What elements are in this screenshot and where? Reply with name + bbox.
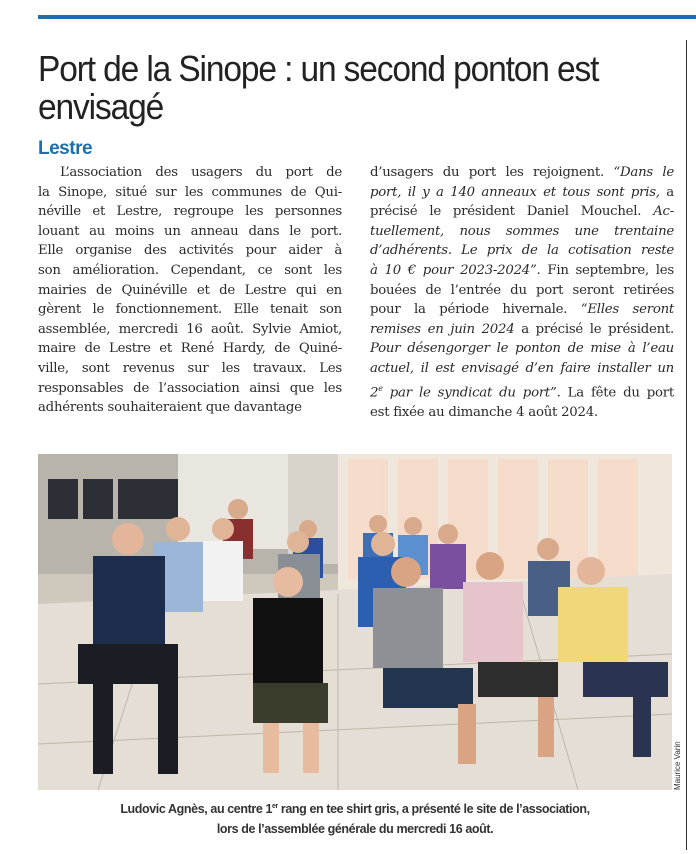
body-text: Elle organise des activités pour aider à: [38, 243, 342, 259]
body-text: bouées de l’entrée du port seront retirées: [370, 282, 674, 298]
quoted-text: e: [378, 383, 383, 393]
body-text: pour la période hivernale.: [370, 302, 581, 318]
body-text-line: [38, 379, 342, 399]
body-text-line: [38, 398, 342, 418]
caption-text-end: rang en tee shirt gris, a présenté le site de l’association,: [277, 802, 590, 817]
body-text-line: [370, 359, 674, 379]
quoted-text: Ac-: [653, 204, 674, 220]
body-text: . La fête du port: [556, 384, 674, 400]
article-headline: Port de la Sinope : un second ponton est envisagé: [38, 48, 599, 128]
article-location-kicker: Lestre: [38, 138, 93, 159]
body-text: ville, sont revenus sur les travaux. Les: [38, 360, 342, 376]
caption-text-start: Ludovic Agnès, au centre 1: [120, 802, 272, 817]
quoted-text: 2: [370, 384, 379, 400]
article-photo: [38, 454, 672, 790]
body-text-line: [38, 241, 342, 261]
body-text-line: [38, 300, 342, 320]
assembly-photo-illustration: [38, 454, 672, 790]
body-text-line: [38, 222, 342, 242]
body-text-line: [38, 183, 342, 203]
body-text-line: [38, 261, 342, 281]
article-body-left-column: [38, 163, 342, 418]
body-text: la Sinope, situé sur les communes de Qui-: [38, 184, 342, 200]
body-text-line: [38, 320, 342, 340]
body-text-line: [370, 281, 674, 301]
article-body-right-column: [370, 163, 674, 422]
body-text: maire de Lestre et René Hardy, de Quiné-: [38, 341, 342, 357]
quoted-text: remises en juin 2024: [370, 321, 515, 337]
quoted-text: Pour désengorger le ponton de mise à l’eau: [370, 341, 674, 357]
body-text: louant au moins un anneau dans le port.: [38, 223, 342, 239]
body-text-line: [370, 163, 674, 183]
quoted-text: “Dans le: [613, 165, 675, 180]
body-text-line: [38, 202, 342, 222]
body-text: d’usagers du port les rejoignent.: [370, 165, 614, 180]
body-text-line: [38, 281, 342, 301]
body-text: adhérents souhaiteraient que davantage: [38, 400, 302, 416]
body-text: est fixée au dimanche 4 août 2024.: [370, 404, 598, 420]
quoted-text: actuel, il est envisagé d’en faire installer un: [370, 360, 674, 376]
body-text-line: [38, 163, 342, 183]
body-text-line: [370, 222, 674, 242]
body-text: précisé le président Daniel Mouchel.: [370, 204, 654, 220]
body-text-line: [370, 241, 674, 261]
photo-caption: [38, 797, 672, 839]
body-text-line: [370, 339, 674, 359]
body-text: a: [659, 184, 674, 200]
body-text: son amélioration. Cependant, ce sont les: [38, 262, 342, 278]
body-text-line: [370, 403, 674, 423]
body-text: gèrent le fonctionnement. Elle tenait son: [38, 302, 342, 318]
body-text: mairies de Quinéville et de Lestre qui en: [38, 282, 342, 298]
column-divider: [686, 40, 687, 850]
body-text: a précisé le président.: [514, 321, 675, 337]
quoted-text: “Elles seront: [580, 302, 674, 318]
quoted-text: d’adhérents. Le prix de la cotisation reste: [370, 243, 674, 259]
caption-superscript: er: [272, 803, 278, 810]
body-text-line: [370, 379, 674, 403]
quoted-text: tuellement, nous sommes une trentaine: [370, 223, 674, 239]
caption-line-2: lors de l’assemblée générale du mercredi 16 août.: [216, 822, 494, 837]
body-text-line: [370, 320, 674, 340]
body-text-line: [38, 339, 342, 359]
quoted-text: à 10 € pour 2023-2024”: [370, 262, 537, 278]
body-text: L’association des usagers du port de: [60, 165, 342, 180]
body-text-line: [370, 183, 674, 203]
quoted-text: port, il y a 140 anneaux et tous sont pris,: [370, 184, 660, 200]
body-text-line: [370, 300, 674, 320]
quoted-text: par le syndicat du port”: [382, 384, 557, 400]
body-text-line: [370, 202, 674, 222]
body-text: responsables de l’association ainsi que les: [38, 380, 342, 396]
body-text-line: [370, 261, 674, 281]
body-text: néville et Lestre, regroupe les personnes: [38, 204, 342, 220]
top-accent-bar: [38, 15, 696, 19]
body-text: assemblée, mercredi 16 août. Sylvie Amiot,: [38, 321, 342, 337]
body-text: . Fin septembre, les: [536, 262, 674, 278]
body-text-line: [38, 359, 342, 379]
photo-credit: Maurice Varin: [673, 741, 682, 790]
